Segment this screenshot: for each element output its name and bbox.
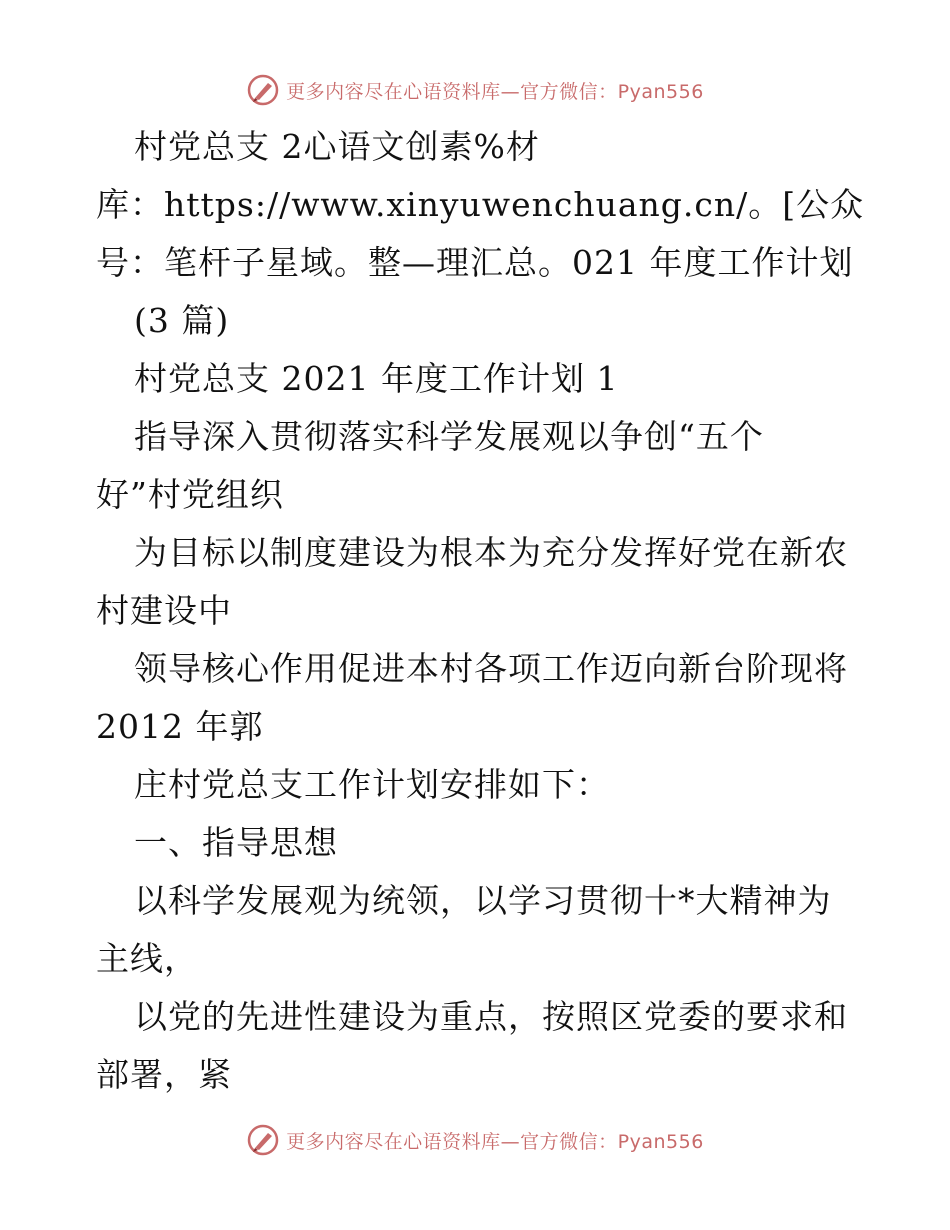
text-line: 一、指导思想 [134, 823, 338, 862]
watermark-text: 更多内容尽在心语资料库—官方微信：Pyan556 [286, 80, 704, 103]
text-line: 为目标以制度建设为根本为充分发挥好党在新农 [134, 533, 848, 572]
pen-logo-icon [246, 1123, 280, 1157]
text-line: 以党的先进性建设为重点，按照区党委的要求和 [134, 997, 848, 1036]
watermark-footer [0, 1120, 950, 1160]
text-line: 号：笔杆子星域。整—理汇总。021 年度工作计划 [96, 243, 854, 282]
text-line: 庄村党总支工作计划安排如下： [134, 765, 610, 804]
text-line: (3 篇) [134, 301, 230, 340]
watermark-text: 更多内容尽在心语资料库—官方微信：Pyan556 [286, 1130, 704, 1153]
text-line: 2012 年郭 [96, 707, 264, 746]
text-line: 领导核心作用促进本村各项工作迈向新台阶现将 [134, 649, 848, 688]
text-line: 指导深入贯彻落实科学发展观以争创“五个 [134, 417, 764, 456]
pen-logo-icon [246, 73, 280, 107]
text-line: 主线， [96, 939, 198, 978]
text-line: 好”村党组织 [96, 475, 284, 514]
watermark-header [0, 70, 950, 110]
text-line: 以科学发展观为统领，以学习贯彻十*大精神为 [134, 881, 832, 920]
text-line: 库：https://www.xinyuwenchuang.cn/。[公众 [96, 185, 865, 224]
text-line: 部署，紧 [96, 1055, 232, 1094]
text-line: 村党总支 2心语文创素%材 [134, 127, 540, 166]
text-line: 村党总支 2021 年度工作计划 1 [134, 359, 619, 398]
text-line: 村建设中 [96, 591, 232, 630]
